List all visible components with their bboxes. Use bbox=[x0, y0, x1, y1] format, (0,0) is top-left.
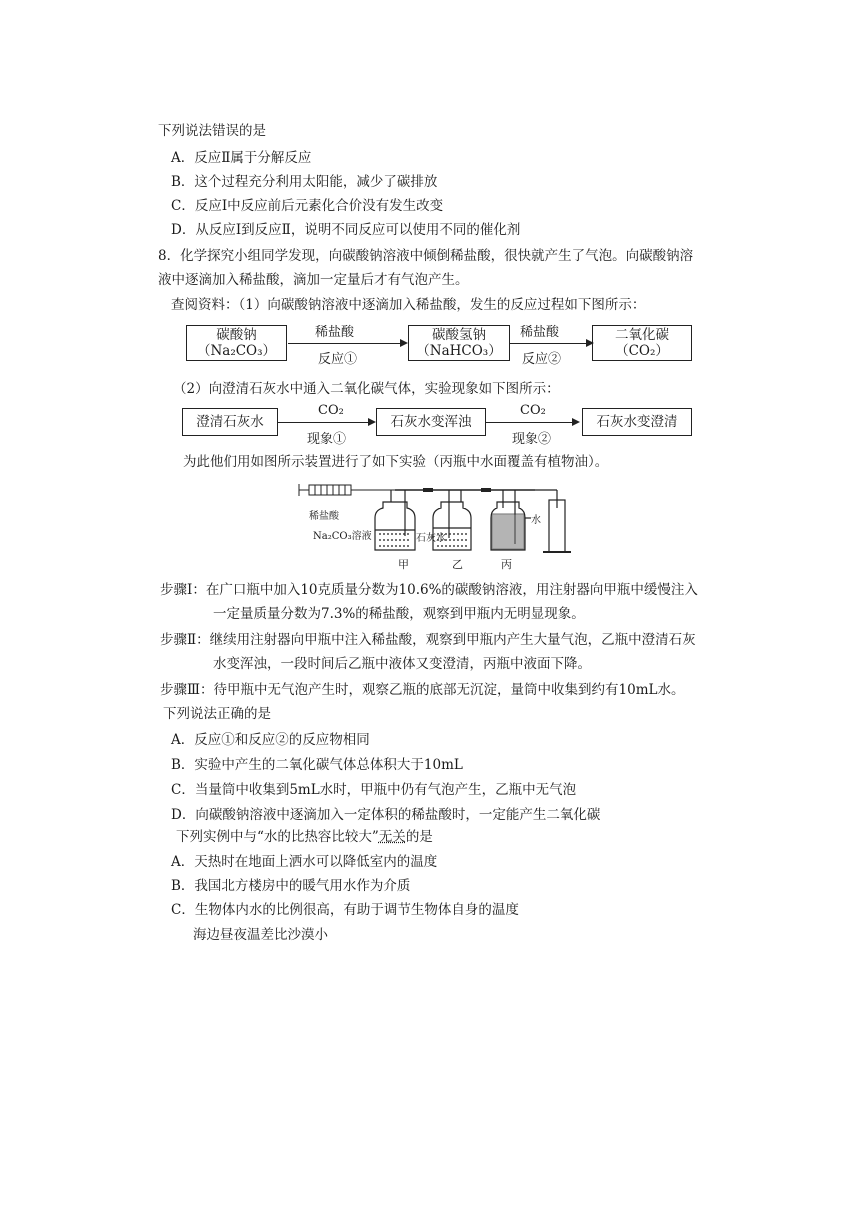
q9-option-d: 海边昼夜温差比沙漠小 bbox=[193, 927, 328, 943]
flow1-arrow1-top-label: 稀盐酸 bbox=[315, 325, 355, 340]
label-water: 水 bbox=[531, 515, 541, 526]
question-stem: 下列说法错误的是 bbox=[158, 123, 266, 139]
flow1-box-carbon-dioxide bbox=[592, 325, 692, 361]
flow1-box-sodium-carbonate bbox=[186, 325, 287, 361]
flow1-arrow1-bottom-label: 反应① bbox=[318, 352, 358, 367]
flow1-box3-line2: （CO₂） bbox=[615, 343, 669, 359]
flow1-box1-line1: 碳酸钠 bbox=[216, 327, 257, 343]
option-d: D．从反应Ⅰ到反应Ⅱ，说明不同反应可以使用不同的催化剂 bbox=[171, 222, 521, 238]
option-a: A．反应Ⅱ属于分解反应 bbox=[171, 150, 312, 166]
q9-stem bbox=[176, 828, 433, 846]
flow2-box1-text: 澄清石灰水 bbox=[196, 414, 264, 430]
flow1-box2-line2: （NaHCO₃） bbox=[416, 343, 502, 359]
q9-stem-prefix: 下列实例中与“水的比热容比较大” bbox=[176, 829, 379, 845]
q8-option-b: B．实验中产生的二氧化碳气体总体积大于10mL bbox=[171, 757, 463, 773]
q9-option-a: A．天热时在地面上洒水可以降低室内的温度 bbox=[171, 854, 438, 870]
label-bottle-c: 丙 bbox=[501, 558, 512, 571]
step1-line1: 步骤Ⅰ：在广口瓶中加入10克质量分数为10.6%的碳酸钠溶液，用注射器向甲瓶中缓慢注入 bbox=[160, 582, 698, 598]
flow2-arrow2-line bbox=[486, 422, 572, 423]
label-bottle-b: 乙 bbox=[452, 558, 463, 571]
setup-text: 为此他们用如图所示装置进行了如下实验（丙瓶中水面覆盖有植物油）。 bbox=[183, 454, 609, 470]
step2-line2: 水变浑浊，一段时间后乙瓶中液体又变澄清，丙瓶中液面下降。 bbox=[213, 656, 591, 672]
flow2-box2-text: 石灰水变浑浊 bbox=[390, 414, 472, 430]
flow2-box-clear-again bbox=[582, 408, 692, 436]
step2-line1: 步骤Ⅱ：继续用注射器向甲瓶中注入稀盐酸，观察到甲瓶内产生大量气泡，乙瓶中澄清石灰 bbox=[160, 632, 696, 648]
step1-line2: 一定量质量分数为7.3%的稀盐酸，观察到甲瓶内无明显现象。 bbox=[213, 606, 585, 622]
q9-option-c: C．生物体内水的比例很高，有助于调节生物体自身的温度 bbox=[171, 902, 519, 918]
flow1-box1-line2: （Na₂CO₃） bbox=[196, 343, 277, 359]
label-bottle-a: 甲 bbox=[398, 558, 409, 571]
flow1-box2-line1: 碳酸氢钠 bbox=[432, 327, 486, 343]
flow1-box-sodium-bicarbonate bbox=[408, 325, 510, 361]
bottle-a-icon bbox=[375, 490, 415, 550]
q8-intro-line1: 8．化学探究小组同学发现，向碳酸钠溶液中倾倒稀盐酸，很快就产生了气泡。向碳酸钠溶 bbox=[158, 248, 694, 264]
flow1-box3-line1: 二氧化碳 bbox=[615, 327, 669, 343]
flow2-arrow2-top-label: CO₂ bbox=[520, 403, 546, 418]
label-acid: 稀盐酸 bbox=[309, 511, 339, 522]
option-b: B．这个过程充分利用太阳能，减少了碳排放 bbox=[171, 174, 438, 190]
flow1-arrow1-head bbox=[400, 339, 408, 347]
reference-1: 查阅资料：（1）向碳酸钠溶液中逐滴加入稀盐酸，发生的反应过程如下图所示： bbox=[171, 297, 646, 313]
q8-intro-line2: 液中逐滴加入稀盐酸，滴加一定量后才有气泡产生。 bbox=[158, 272, 469, 288]
flow1-arrow2-top-label: 稀盐酸 bbox=[520, 325, 560, 340]
step3: 步骤Ⅲ：待甲瓶中无气泡产生时，观察乙瓶的底部无沉淀，量筒中收集到约有10mL水。 bbox=[160, 682, 685, 698]
label-limewater: 石灰水 bbox=[416, 533, 446, 544]
syringe-icon bbox=[299, 484, 395, 496]
flow2-box-turbid bbox=[376, 408, 486, 436]
flow1-arrow2-bottom-label: 反应② bbox=[522, 352, 562, 367]
flow1-arrow1-line bbox=[288, 343, 400, 344]
label-na2co3: Na₂CO₃溶液 bbox=[313, 531, 372, 542]
q8-stem: 下列说法正确的是 bbox=[163, 706, 271, 722]
flow2-arrow1-line bbox=[278, 422, 368, 423]
option-c: C．反应Ⅰ中反应前后元素化合价没有发生改变 bbox=[171, 198, 444, 214]
q8-option-a: A．反应①和反应②的反应物相同 bbox=[171, 732, 370, 748]
flow2-box3-text: 石灰水变澄清 bbox=[596, 414, 678, 430]
reference-2: （2）向澄清石灰水中通入二氧化碳气体，实验现象如下图所示： bbox=[173, 381, 560, 397]
q9-option-b: B．我国北方楼房中的暖气用水作为介质 bbox=[171, 878, 411, 894]
flow2-arrow1-head bbox=[368, 418, 376, 426]
flow2-arrow1-bottom-label: 现象① bbox=[307, 432, 347, 447]
flow2-box-clear-limewater bbox=[182, 408, 278, 436]
flow2-arrow2-head bbox=[572, 418, 580, 426]
bottle-c-icon bbox=[491, 490, 531, 550]
flow2-arrow1-top-label: CO₂ bbox=[318, 403, 344, 418]
q9-stem-emphasis: 无关 bbox=[378, 829, 406, 845]
q8-option-c: C．当量筒中收集到5mL水时，甲瓶中仍有气泡产生，乙瓶中无气泡 bbox=[171, 782, 577, 798]
flow1-arrow2-line bbox=[510, 343, 588, 344]
q8-option-d: D．向碳酸钠溶液中逐滴加入一定体积的稀盐酸时，一定能产生二氧化碳 bbox=[171, 807, 601, 823]
q9-stem-suffix: 的是 bbox=[405, 829, 433, 845]
flow2-arrow2-bottom-label: 现象② bbox=[512, 432, 552, 447]
